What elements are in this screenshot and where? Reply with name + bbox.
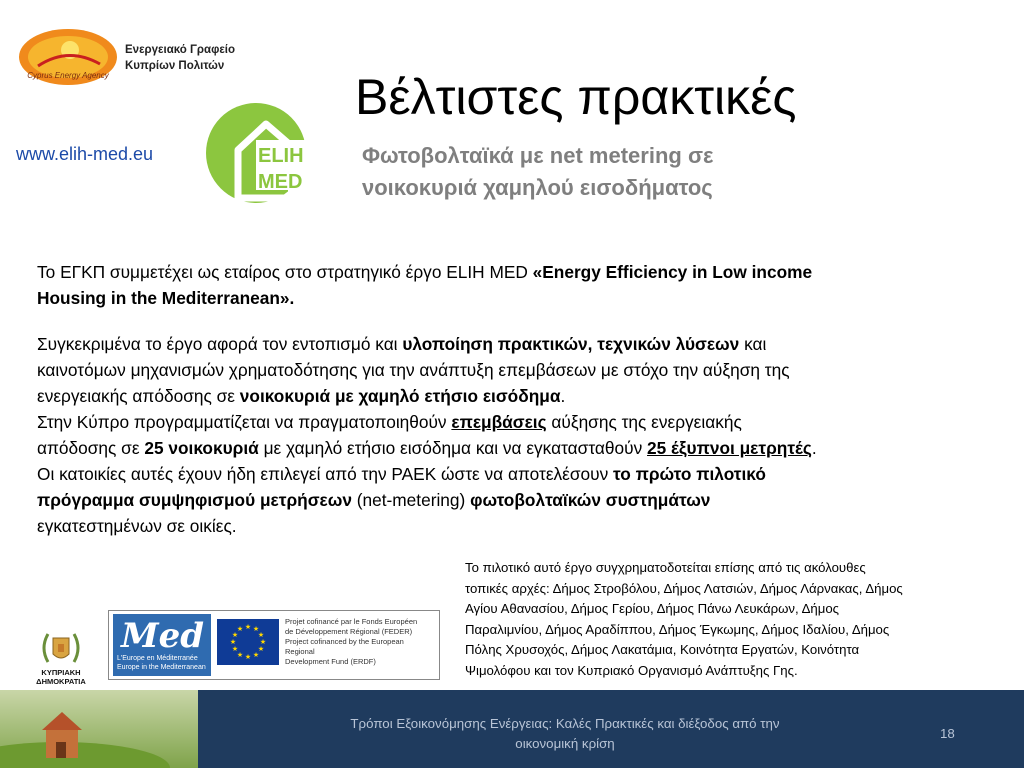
subtitle bbox=[362, 140, 822, 204]
svg-text:★: ★ bbox=[231, 645, 239, 653]
svg-text:★: ★ bbox=[252, 625, 260, 633]
desc-bold-underline: 25 έξυπνοι μετρητές bbox=[647, 438, 812, 458]
svg-text:★: ★ bbox=[252, 651, 260, 659]
desc-bold: πρόγραμμα συμψηφισμού μετρήσεων bbox=[37, 490, 352, 510]
med-subtitle bbox=[117, 654, 206, 672]
svg-text:★: ★ bbox=[259, 638, 267, 646]
subtitle-line1: Φωτοβολταϊκά με net metering σε bbox=[362, 143, 714, 168]
svg-text:★: ★ bbox=[257, 631, 265, 639]
cofund-line: Παραλιμνίου, Δήμος Αραδίππου, Δήμος Έγκωμης, Δήμος Ιδαλίου, Δήμος bbox=[465, 621, 890, 637]
desc-bold: το πρώτο πιλοτικό bbox=[613, 464, 766, 484]
desc-text: Οι κατοικίες αυτές έχουν ήδη επιλεγεί από την ΡΑΕΚ ώστε να αποτελέσουν bbox=[37, 464, 614, 484]
elih-med-logo bbox=[204, 102, 316, 204]
med-logo-text: MED bbox=[258, 171, 303, 193]
intro-paragraph bbox=[37, 259, 997, 311]
desc-text: απόδοσης σε bbox=[37, 438, 145, 458]
desc-text: ενεργειακής απόδοσης σε bbox=[37, 386, 240, 406]
med-sub1: L'Europe en Méditerranée bbox=[117, 655, 198, 662]
med-sub2: Europe in the Mediterranean bbox=[117, 664, 206, 671]
cofund-line: Ψιμολόφου και τον Κυπριακό Οργανισμό Ανάπτυξης Γης. bbox=[465, 662, 798, 678]
desc-text: εγκατεστημένων σε οικίες. bbox=[37, 516, 237, 536]
med-programme-logo bbox=[113, 614, 211, 676]
footer-house-photo bbox=[0, 690, 198, 768]
feder-line: Development Fund (ERDF) bbox=[285, 657, 376, 666]
website-link[interactable]: www.elih-med.eu bbox=[16, 144, 154, 164]
eu-flag-icon bbox=[217, 619, 279, 665]
desc-text: Στην Κύπρο προγραμματίζεται να πραγματοποιηθούν bbox=[37, 412, 452, 432]
intro-text: Το ΕΓΚΠ συμμετέχει ως εταίρος στο στρατηγικό έργο ELIH MED bbox=[37, 262, 533, 282]
footer-caption bbox=[300, 714, 830, 754]
cyprus-energy-agency-logo bbox=[18, 28, 118, 86]
agency-name-line1: Ενεργειακό Γραφείο bbox=[125, 44, 236, 56]
agency-logo-text: Cyprus Energy Agency bbox=[27, 71, 109, 80]
elih-logo-text: ELIH bbox=[258, 145, 304, 167]
page-number: 18 bbox=[940, 726, 955, 741]
feder-text bbox=[285, 617, 435, 667]
svg-text:★: ★ bbox=[236, 651, 244, 659]
subtitle-line2: νοικοκυριά χαμηλού εισοδήματος bbox=[362, 175, 713, 200]
cofund-line: Αγίου Αθανασίου, Δήμος Γερίου, Δήμος Πάνω Λευκάρων, Δήμος bbox=[465, 601, 840, 616]
desc-text: Συγκεκριμένα το έργο αφορά τον εντοπισμό και bbox=[37, 334, 403, 354]
agency-name bbox=[125, 42, 265, 74]
desc-bold: υλοποίηση πρακτικών, τεχνικών λύσεων bbox=[402, 334, 740, 354]
desc-text: . bbox=[811, 438, 817, 458]
svg-text:★: ★ bbox=[244, 623, 252, 631]
footer-line2: οικονομική κρίση bbox=[515, 736, 615, 751]
svg-text:★: ★ bbox=[231, 631, 239, 639]
desc-bold: νοικοκυριά με χαμηλό ετήσιο εισόδημα bbox=[239, 386, 561, 406]
project-name-bold: «Energy Efficiency in Low income bbox=[532, 262, 813, 282]
desc-text: (net-metering) bbox=[351, 490, 471, 510]
desc-bold: 25 νοικοκυριά bbox=[144, 438, 259, 458]
desc-bold-underline: επεμβάσεις bbox=[451, 412, 547, 432]
funding-logos bbox=[108, 610, 440, 680]
svg-text:★: ★ bbox=[244, 653, 252, 661]
desc-text: καινοτόμων μηχανισμών χρηματοδότησης για την ανάπτυξη επεμβάσεων με στόχο την αύξηση της bbox=[37, 360, 790, 380]
page-title: Βέλτιστες πρακτικές bbox=[355, 69, 797, 125]
footer-bar bbox=[0, 690, 1024, 768]
desc-text: αύξησης της ενεργειακής bbox=[546, 412, 742, 432]
feder-line: Projet cofinancé par le Fonds Européen bbox=[285, 617, 418, 626]
svg-text:★: ★ bbox=[229, 638, 237, 646]
feder-line: de Développement Régional (FEDER) bbox=[285, 627, 413, 636]
agency-name-line2: Κυπρίων Πολιτών bbox=[125, 60, 225, 72]
desc-bold: φωτοβολταϊκών συστημάτων bbox=[470, 490, 711, 510]
cofund-line: τοπικές αρχές: Δήμος Στροβόλου, Δήμος Λατσιών, Δήμος Λάρνακας, Δήμος bbox=[465, 580, 903, 596]
footer-line1: Τρόποι Εξοικονόμησης Ενέργειας: Καλές Πρακτικές και διέξοδος από την bbox=[350, 716, 780, 731]
cyprus-republic-label: ΚΥΠΡΙΑΚΗ ΔΗΜΟΚΡΑΤΙΑ bbox=[36, 668, 86, 686]
feder-line: Project cofinanced by the European Regional bbox=[285, 637, 404, 656]
cofunding-note bbox=[465, 558, 995, 681]
svg-text:★: ★ bbox=[236, 625, 244, 633]
desc-text: . bbox=[560, 386, 566, 406]
cofund-line: Το πιλοτικό αυτό έργο συγχρηματοδοτείται επίσης από τις ακόλουθες bbox=[465, 560, 866, 575]
desc-text: και bbox=[739, 334, 767, 354]
cofund-line: Πόλης Χρυσοχός, Δήμος Λακατάμια, Κοινότητα Εργατών, Κοινότητα bbox=[465, 642, 860, 657]
med-word: Med bbox=[121, 616, 205, 656]
desc-text: με χαμηλό ετήσιο εισόδημα και να εγκατασταθούν bbox=[258, 438, 648, 458]
description-paragraph bbox=[37, 331, 997, 539]
svg-text:★: ★ bbox=[257, 645, 265, 653]
project-name-bold-cont: Housing in the Mediterranean». bbox=[37, 288, 295, 308]
